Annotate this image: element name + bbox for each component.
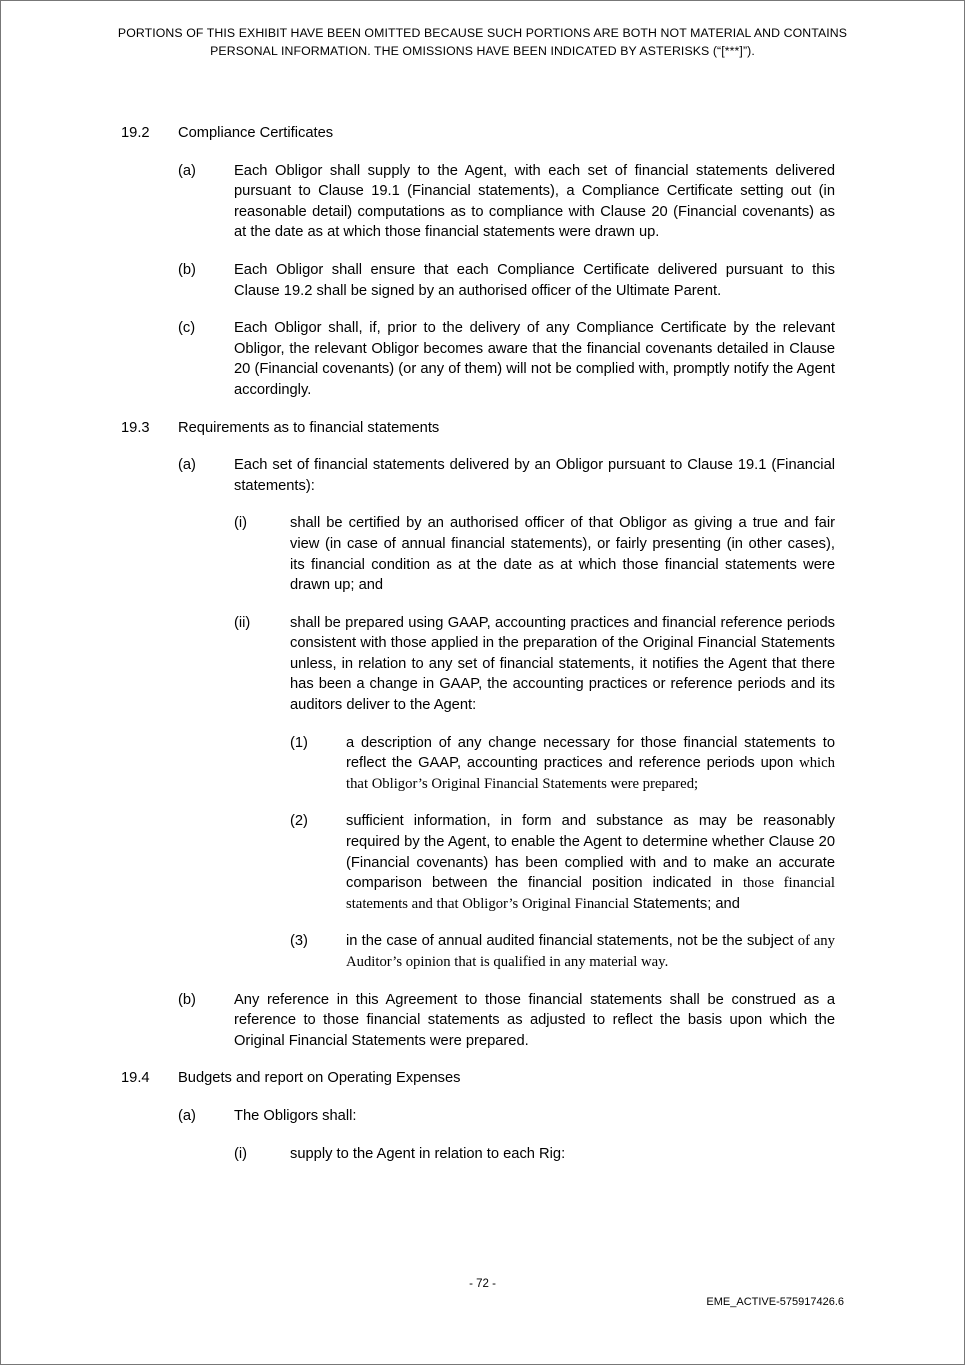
clause-text: sufficient information, in form and substance as may be reasonably required by the Agent, to enable the Agent to determine whether Clause 20 (Financial covenants) has been complied with and to make an accurate comparison between the financial position indicated in those financial statements and that Obligor’s Original Financial Statements; and bbox=[346, 813, 835, 912]
clause-19-3-a-ii bbox=[234, 613, 835, 716]
clause-label: (i) bbox=[234, 1145, 248, 1162]
clause-text: Any reference in this Agreement to those financial statements shall be construed as a reference to those financial statements as adjusted to reflect the basis upon which the Original Financial Statements were prepared. bbox=[234, 991, 835, 1049]
confidentiality-notice: PORTIONS OF THIS EXHIBIT HAVE BEEN OMITTED BECAUSE SUCH PORTIONS ARE BOTH NOT MATERIAL AND CONTAINS PERSONAL INFORMATION. THE OMISSIONS HAVE BEEN INDICATED BY ASTERISKS (“[***]”). bbox=[117, 26, 848, 58]
clause-19-3-a-ii-2 bbox=[290, 811, 835, 914]
clause-text: The Obligors shall: bbox=[234, 1107, 357, 1124]
clause-label: (3) bbox=[290, 933, 308, 950]
clause-text: supply to the Agent in relation to each Rig: bbox=[290, 1145, 566, 1162]
clause-19-3-a-ii-1 bbox=[290, 733, 835, 795]
clause-19-2-a bbox=[178, 161, 835, 243]
clause-19-2-c bbox=[178, 318, 835, 400]
document-body bbox=[121, 123, 835, 1164]
clause-19-4-a-i bbox=[234, 1144, 835, 1165]
section-number: 19.2 bbox=[121, 125, 150, 141]
section-title: Budgets and report on Operating Expenses bbox=[178, 1070, 461, 1087]
page-number: - 72 - bbox=[469, 1278, 496, 1290]
clause-19-4-a bbox=[178, 1106, 835, 1127]
section-title: Compliance Certificates bbox=[178, 125, 334, 141]
section-heading-19-4 bbox=[121, 1068, 835, 1089]
section-heading-19-3 bbox=[121, 418, 835, 439]
clause-label: (2) bbox=[290, 813, 308, 830]
clause-label: (i) bbox=[234, 515, 248, 532]
clause-text: Each Obligor shall supply to the Agent, with each set of financial statements delivered pursuant to Clause 19.1 (Financial statements), a Compliance Certificate setting out (in reasonable detail) computations as to compliance with Clause 20 (Financial covenants) as at the date as at which those financial statements were drawn up. bbox=[234, 162, 835, 241]
section-title: Requirements as to financial statements bbox=[178, 419, 440, 436]
clause-label: (ii) bbox=[234, 614, 251, 631]
clause-label: (c) bbox=[178, 320, 196, 337]
clause-19-3-a-i bbox=[234, 513, 835, 595]
clause-text: shall be certified by an authorised officer of that Obligor as giving a true and fair view (in case of annual financial statements), or fairly presenting (in other cases), its financial condition as at the date as at which those financial statements were drawn up; and bbox=[290, 515, 835, 594]
clause-label: (b) bbox=[178, 991, 196, 1008]
clause-text: shall be prepared using GAAP, accounting practices and financial reference periods consistent with those applied in the preparation of the Original Financial Statements unless, in relation to any set of financial statements, it notifies the Agent that there has been a change in GAAP, the accounting practices or reference periods and its auditors deliver to the Agent: bbox=[290, 614, 835, 714]
section-heading-19-2 bbox=[121, 123, 835, 144]
document-id: EME_ACTIVE-575917426.6 bbox=[706, 1296, 844, 1308]
clause-label: (b) bbox=[178, 261, 196, 278]
clause-label: (1) bbox=[290, 734, 308, 751]
clause-text: Each Obligor shall ensure that each Compliance Certificate delivered pursuant to this Clause 19.2 shall be signed by an authorised officer of the Ultimate Parent. bbox=[234, 261, 835, 299]
clause-label: (a) bbox=[178, 162, 196, 179]
section-number: 19.3 bbox=[121, 419, 150, 436]
clause-text: a description of any change necessary for those financial statements to reflect the GAAP, accounting practices and reference periods upon which that Obligor’s Original Financial Statements were prepared; bbox=[346, 734, 835, 792]
clause-text: in the case of annual audited financial statements, not be the subject of any Auditor’s opinion that is qualified in any material way. bbox=[346, 933, 835, 970]
clause-19-3-b bbox=[178, 990, 835, 1052]
clause-19-3-a bbox=[178, 455, 835, 496]
clause-text: Each set of financial statements delivered by an Obligor pursuant to Clause 19.1 (Financial statements): bbox=[234, 457, 835, 494]
clause-label: (a) bbox=[178, 457, 196, 474]
clause-19-3-a-ii-3 bbox=[290, 931, 835, 972]
section-number: 19.4 bbox=[121, 1070, 150, 1087]
clause-19-2-b bbox=[178, 260, 835, 301]
clause-label: (a) bbox=[178, 1107, 196, 1124]
clause-text: Each Obligor shall, if, prior to the delivery of any Compliance Certificate by the relevant Obligor, the relevant Obligor becomes aware that the financial covenants detailed in Clause 20 (Financial covenants) (or any of them) will not be complied with, promptly notify the Agent accordingly. bbox=[234, 320, 835, 398]
